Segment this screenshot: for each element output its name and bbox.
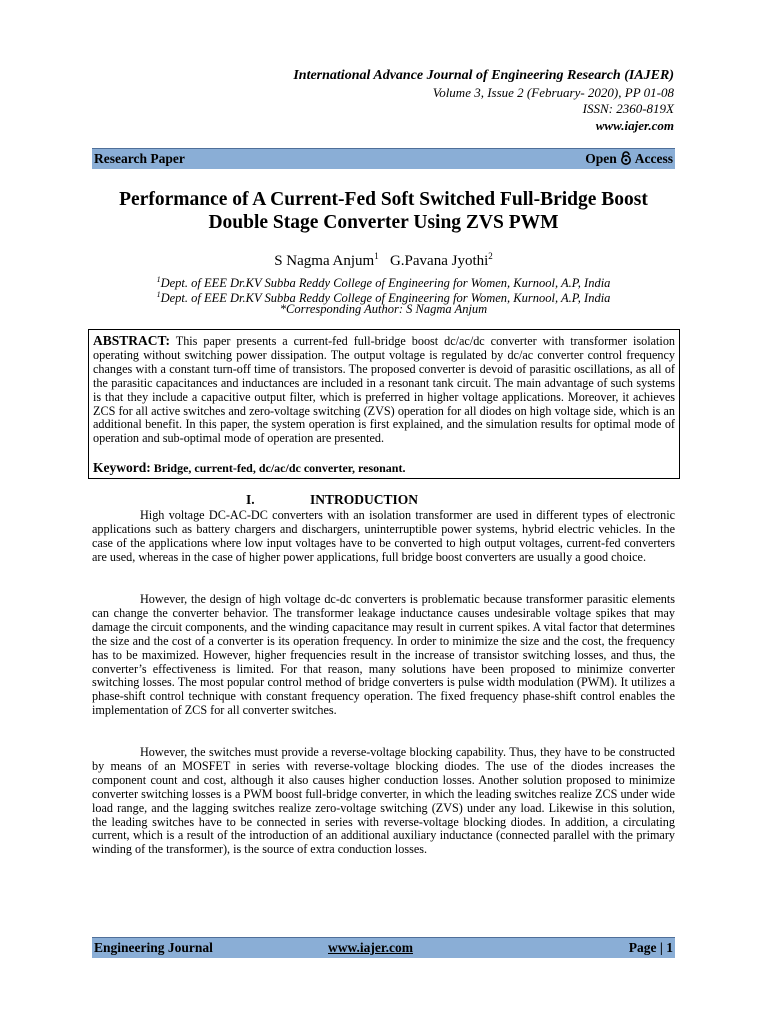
author-1-sup: 1 xyxy=(374,251,379,261)
affiliation-2-sup: 1 xyxy=(156,290,161,299)
affiliation-1-sup: 1 xyxy=(156,275,161,284)
affiliation-1-text: Dept. of EEE Dr.KV Subba Reddy College of Engineering for Women, Kurnool, A.P, India xyxy=(160,276,611,291)
paragraph-1 xyxy=(92,509,675,565)
keywords xyxy=(93,460,405,476)
open-text: Open xyxy=(585,151,617,166)
authors xyxy=(92,251,675,270)
access-text: Access xyxy=(634,151,673,166)
section-heading xyxy=(246,492,418,508)
title-line-2: Double Stage Converter Using ZVS PWM xyxy=(208,212,559,233)
journal-header xyxy=(293,68,674,134)
title-line-1: Performance of A Current-Fed Soft Switched Full-Bridge Boost xyxy=(119,189,648,210)
journal-url[interactable]: www.iajer.com xyxy=(595,117,674,133)
keyword-list: Bridge, current-fed, dc/ac/dc converter, resonant. xyxy=(153,461,406,475)
section-title: INTRODUCTION xyxy=(310,492,419,507)
paragraph-2-text: However, the design of high voltage dc-dc converters is problematic because transformer parasitic elements can change the converter behavior. The transformer leakage inductance causes undesirable voltage spikes that may damage the circuit components, and the winding capacitance may result in current spikes. A vital factor that determines the size and the cost of a converter is its operation frequency. In order to minimize the size and the cost, the frequency has to be maximized. However, higher frequencies result in the increase of transistor switching losses, and thus, the converter’s effectiveness is limited. For that reason, many solutions have been proposed to minimize converter switching losses. The most popular control method of bridge converters is pulse width modulation (PWM). It utilizes a phase-shift control technique with constant frequency operation. The fixed frequency phase-shift control enables the implementation of ZCS for all converter switches. xyxy=(92,592,675,718)
journal-issn: ISSN: 2360-819X xyxy=(582,101,674,116)
paper-type-label: Research Paper xyxy=(94,151,185,166)
paragraph-3 xyxy=(92,746,675,857)
footer-band xyxy=(92,937,675,958)
author-2: G.Pavana Jyothi xyxy=(389,253,489,269)
author-2-sup: 2 xyxy=(488,251,493,261)
abstract-box xyxy=(88,329,680,479)
author-1: S Nagma Anjum xyxy=(274,253,375,269)
paragraph-1-text: High voltage DC-AC-DC converters with an isolation transformer are used in different types of electronic applications such as battery chargers and dischargers, uninterruptible power systems, hybrid electric vehicles. In the case of the applications where low input voltages have to be converted to high output voltages, current-fed converters are used, whereas in the case of higher power applications, full bridge boost converters are usually a good choice. xyxy=(92,508,675,564)
paper-title xyxy=(92,188,675,234)
open-access-icon xyxy=(619,151,633,165)
paragraph-2 xyxy=(92,593,675,718)
footer-url[interactable]: www.iajer.com xyxy=(328,940,413,955)
page-number: Page | 1 xyxy=(628,940,673,955)
journal-title: International Advance Journal of Engineering Research (IAJER) xyxy=(293,68,674,83)
footer-journal: Engineering Journal xyxy=(94,940,213,955)
section-number: I. xyxy=(246,492,255,507)
affiliation-2-text: Dept. of EEE Dr.KV Subba Reddy College of Engineering for Women, Kurnool, A.P, India xyxy=(160,291,611,306)
abstract xyxy=(93,334,675,446)
abstract-text: This paper presents a current-fed full-bridge boost dc/ac/dc converter with transformer isolation operating without switching power dissipation. The output voltage is regulated by dc/ac converter control frequency changes with a constant turn-off time of transistors. The proposed converter is devoid of parasitic oscillations, as all of the parasitic capacitances and inductances are included in a resonant tank circuit. The main advantage of such systems is that they include a capacitive output filter, which is preferred in higher voltage applications. Moreover, it achieves ZCS for all active switches and zero-voltage switching (ZVS) operation for all diodes on high voltage side, which is an additional benefit. In this paper, the system operation is first explained, and the simulation results for optimal mode of operation and sub-optimal mode of operation are presented. xyxy=(93,334,676,446)
paragraph-3-text: However, the switches must provide a reverse-voltage blocking capability. Thus, they have to be constructed by means of an MOSFET in series with reverse-voltage blocking diodes. The use of the diodes increases the component count and cost, although it also causes higher conduction losses. Another solution proposed to minimize converter switching losses is a PWM boost full-bridge converter, in which the leading switches realize ZCS under wide load range, and the lagging switches realize zero-voltage switching (ZVS) under any load. Likewise in this solution, the leading switches have to be connected in series with reverse-voltage blocking diodes. In addition, a circulating current, which is a result of the introduction of an additional auxiliary inductance (connected parallel with the primary winding of the transformer), is the source of extra conduction losses. xyxy=(92,745,675,857)
abstract-label: ABSTRACT: xyxy=(93,333,171,348)
journal-volume: Volume 3, Issue 2 (February- 2020), PP 01-08 xyxy=(432,84,674,100)
corresponding-author: *Corresponding Author: S Nagma Anjum xyxy=(279,302,488,316)
research-paper-band xyxy=(92,148,675,169)
keyword-label: Keyword: xyxy=(93,460,151,475)
open-access-label xyxy=(585,149,673,169)
